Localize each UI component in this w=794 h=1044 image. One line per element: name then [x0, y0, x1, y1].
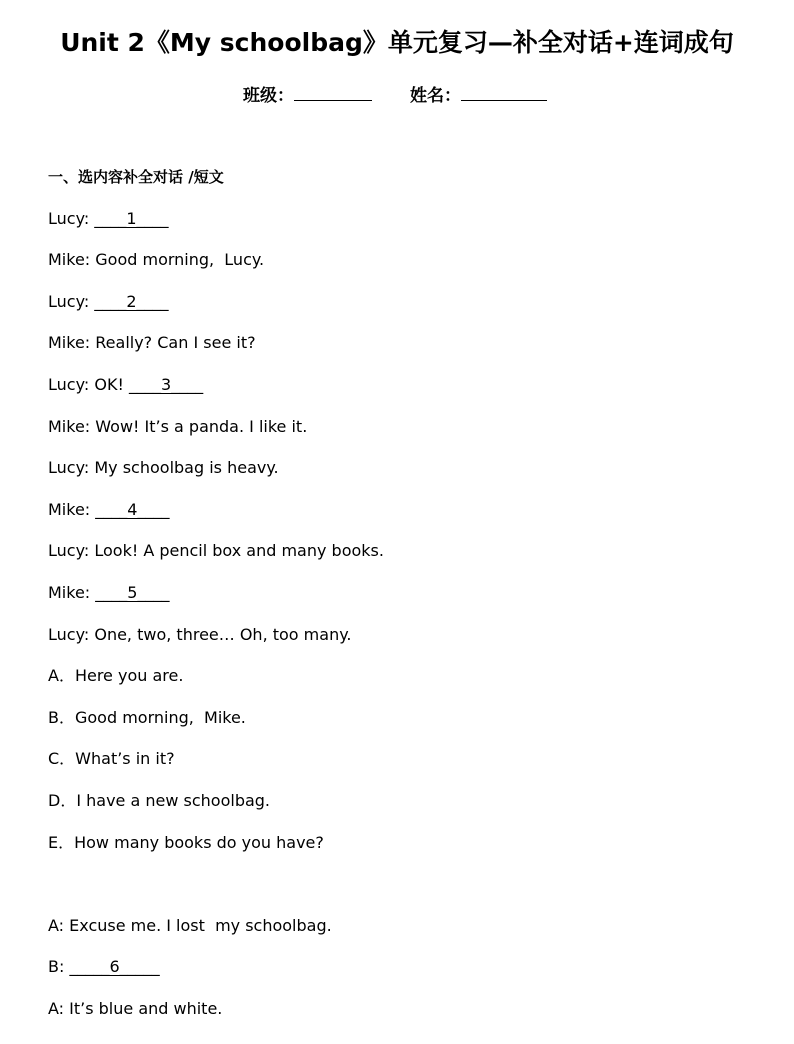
answer-blank-6[interactable]: _____6_____: [69, 957, 160, 976]
line-text: Lucy:: [48, 292, 95, 311]
dialogue-line: [48, 208, 169, 230]
option-e: E．How many books do you have?: [48, 833, 324, 852]
dialogue-line: [48, 956, 160, 978]
dialogue-line: [48, 374, 203, 396]
answer-blank-2[interactable]: ____2____: [94, 292, 169, 311]
class-label: 班级：: [243, 86, 294, 106]
line-text: Lucy: OK!: [48, 375, 129, 394]
dialogue-line: [48, 457, 279, 479]
dialogue-line: [48, 416, 307, 438]
name-blank[interactable]: [461, 82, 547, 101]
line-text: Mike:: [48, 583, 96, 602]
line-text: A: It’s blue and white.: [48, 999, 223, 1018]
class-field: [243, 82, 372, 108]
dialogue-line: [48, 499, 169, 521]
dialogue-line: [48, 540, 384, 562]
dialogue-line: [48, 249, 264, 271]
dialogue-line: [48, 998, 222, 1020]
dialogue-line: [48, 332, 256, 354]
dialogue-line: [48, 624, 351, 646]
dialogue-line: [48, 915, 332, 937]
dialogue-line: [48, 291, 169, 313]
line-text: Mike:: [48, 500, 96, 519]
class-blank[interactable]: [294, 82, 372, 101]
answer-blank-5[interactable]: ____5____: [95, 583, 170, 602]
line-text: Lucy: My schoolbag is heavy.: [48, 458, 279, 477]
option-b: B．Good morning, Mike.: [48, 708, 246, 727]
option-d: D．I have a new schoolbag.: [48, 791, 271, 810]
answer-blank-3[interactable]: ____3____: [128, 375, 204, 394]
line-text: Lucy: Look! A pencil box and many books.: [48, 541, 384, 560]
option-a: A．Here you are.: [48, 666, 184, 685]
line-text: B:: [48, 957, 70, 976]
line-text: Lucy: One, two, three… Oh, too many.: [48, 625, 352, 644]
option-c: C．What’s in it?: [48, 749, 175, 768]
section-heading: 一、选内容补全对话 /短文: [48, 168, 224, 186]
page-title: Unit 2《My schoolbag》单元复习—补全对话+连词成句: [60, 28, 734, 57]
name-field: [410, 82, 547, 108]
dialogue-line: [48, 582, 169, 604]
answer-blank-1[interactable]: ____1____: [94, 209, 169, 228]
name-label: 姓名：: [410, 86, 461, 106]
line-text: Mike: Really? Can I see it?: [48, 333, 256, 352]
line-text: A: Excuse me. I lost my schoolbag.: [48, 916, 332, 935]
answer-blank-4[interactable]: ____4____: [95, 500, 170, 519]
line-text: Mike: Good morning, Lucy.: [48, 250, 265, 269]
line-text: Lucy:: [48, 209, 95, 228]
line-text: Mike: Wow! It’s a panda. I like it.: [48, 417, 308, 436]
